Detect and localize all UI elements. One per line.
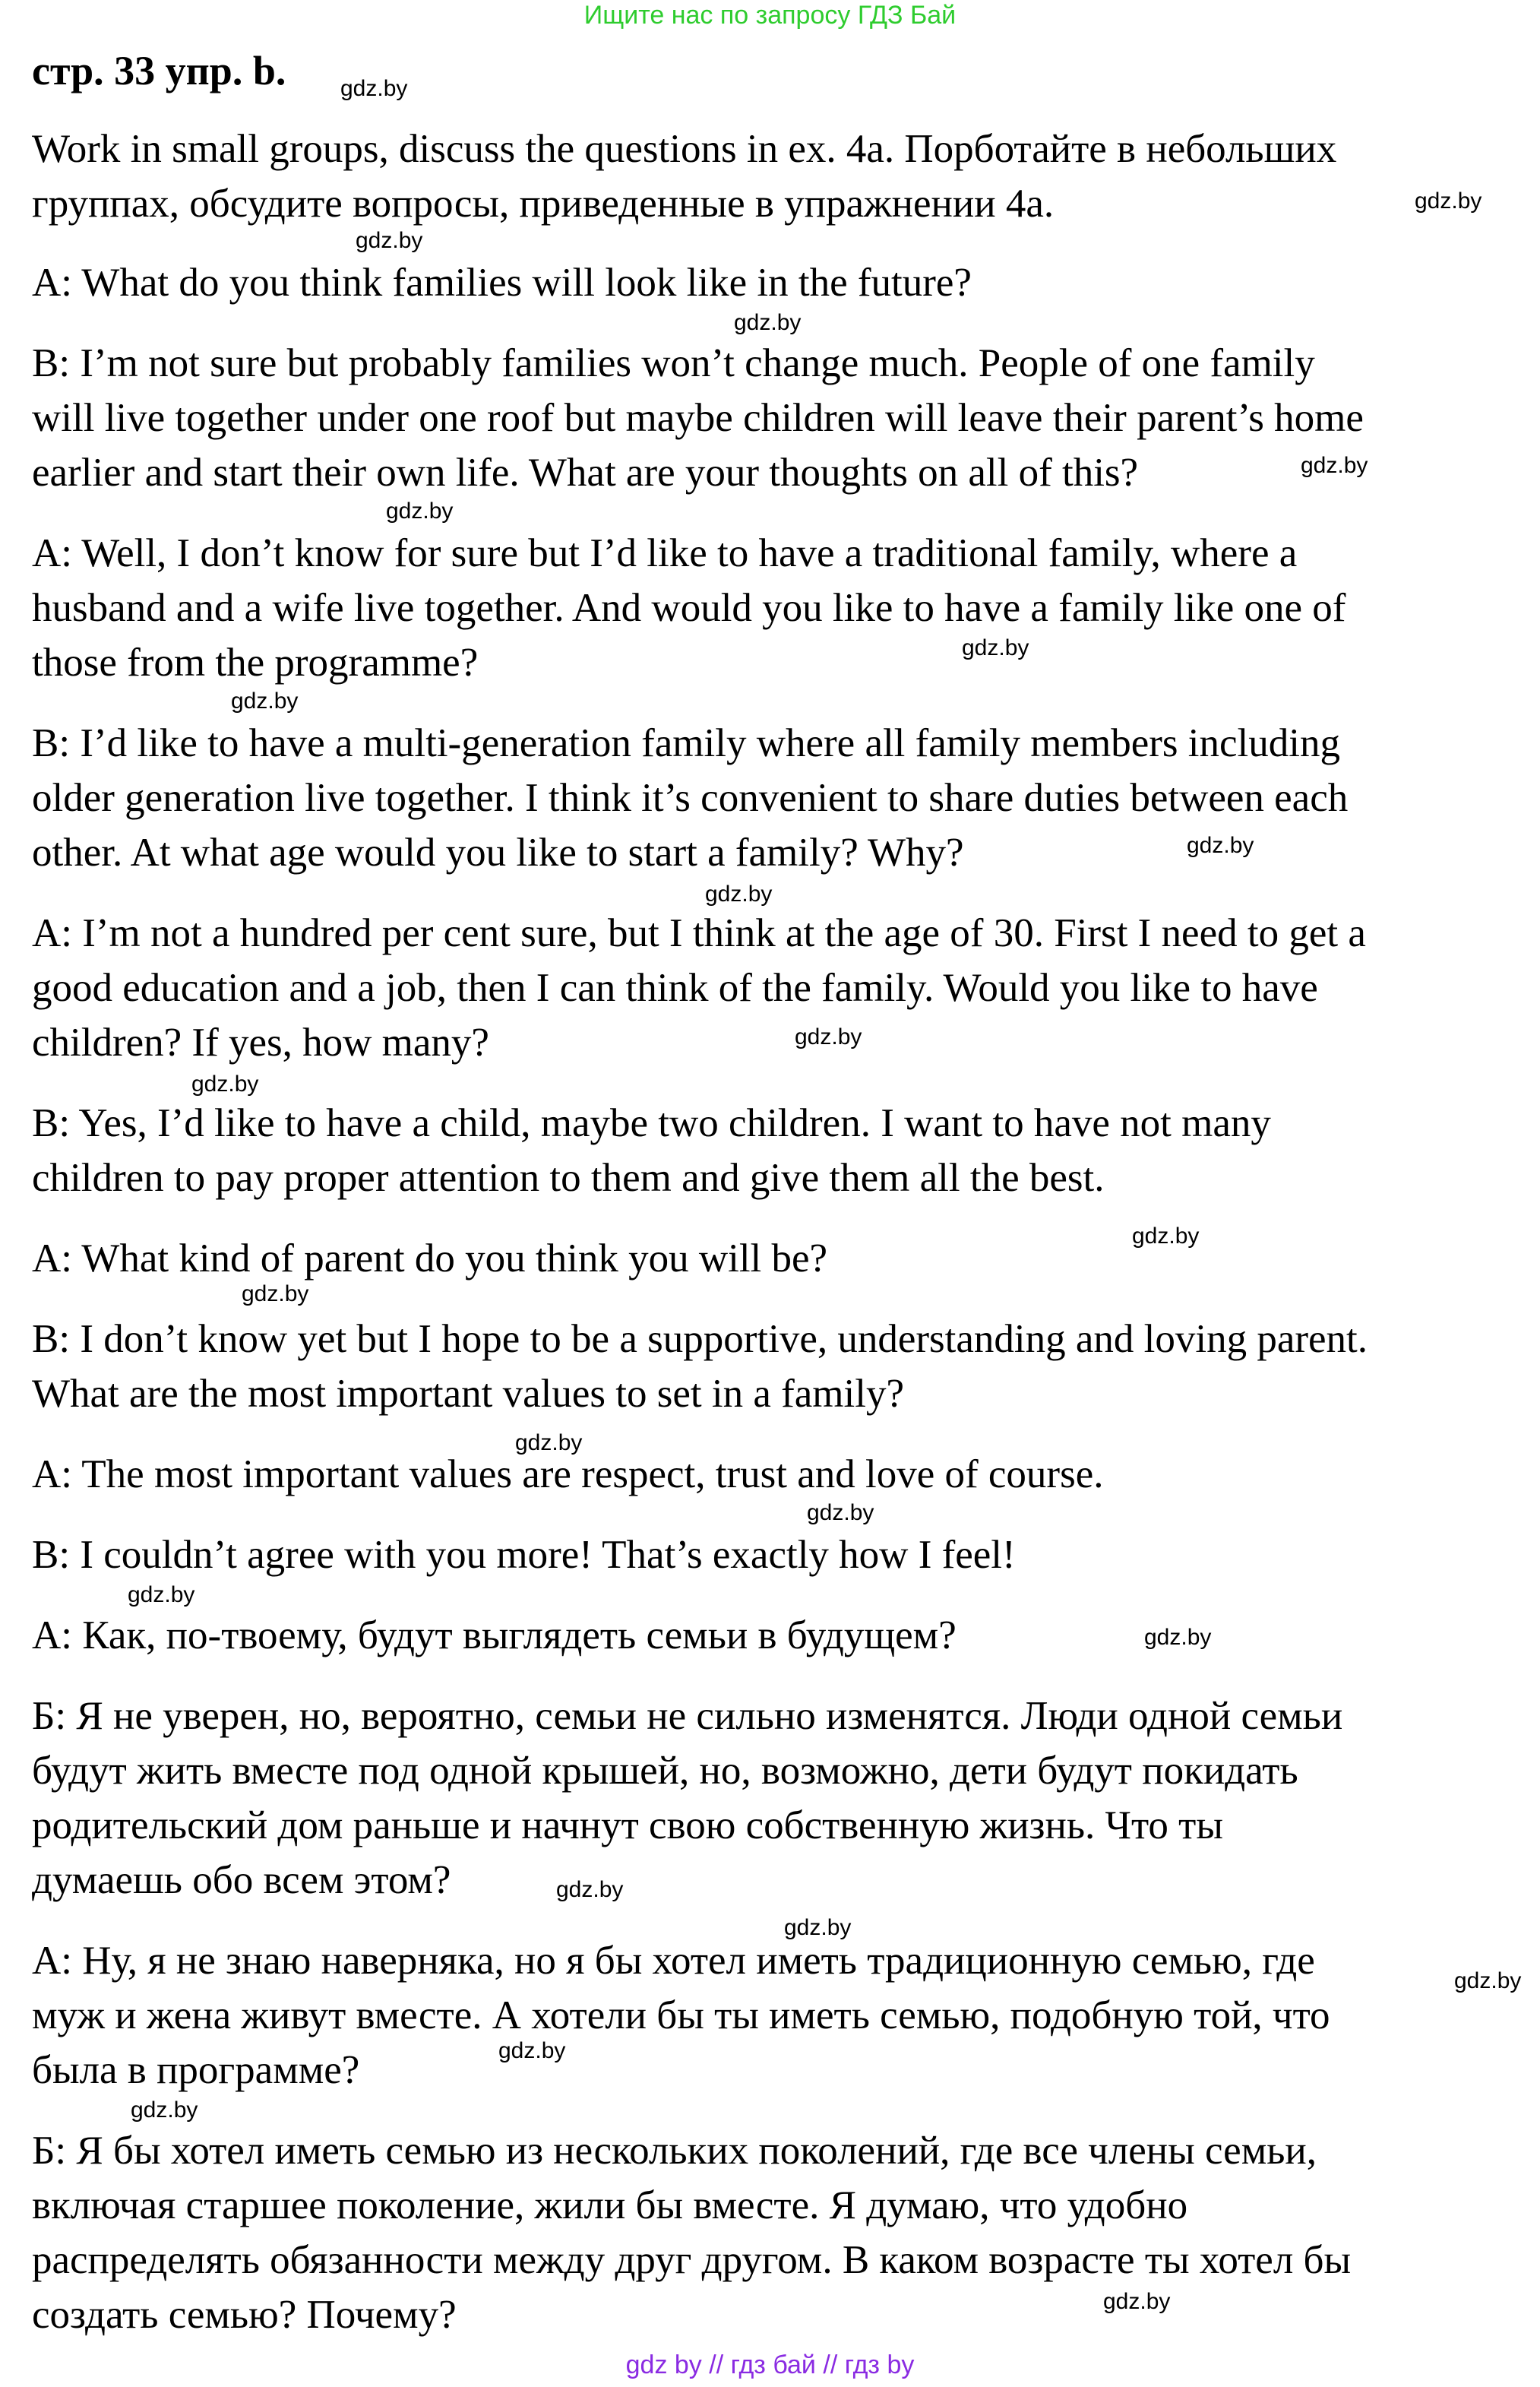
- text-line: была в программе?: [32, 2048, 360, 2092]
- text-line: родительский дом раньше и начнут свою собственную жизнь. Что ты: [32, 1803, 1223, 1847]
- watermark: gdz.by: [1415, 188, 1482, 214]
- watermark: gdz.by: [1103, 2289, 1171, 2314]
- watermark: gdz.by: [498, 2038, 566, 2063]
- text-line: will live together under one roof but maybe children will leave their parent’s home: [32, 396, 1364, 440]
- text-line: good education and a job, then I can think of the family. Would you like to have: [32, 966, 1318, 1010]
- watermark: gdz.by: [356, 228, 423, 253]
- text-line: A: Well, I don’t know for sure but I’d like to have a traditional family, where a: [32, 531, 1298, 575]
- text-line: B: Yes, I’d like to have a child, maybe two children. I want to have not many: [32, 1101, 1271, 1145]
- watermark: gdz.by: [386, 499, 454, 524]
- text-line: группах, обсудите вопросы, приведенные в упражнении 4a.: [32, 182, 1055, 226]
- text-line: B: I don’t know yet but I hope to be a supportive, understanding and loving parent.: [32, 1317, 1368, 1361]
- text-line: распределять обязанности между друг другом. В каком возрасте ты хотел бы: [32, 2238, 1352, 2282]
- watermark: gdz.by: [128, 1582, 195, 1607]
- text-line: A: The most important values are respect, trust and love of course.: [32, 1452, 1104, 1496]
- dialogue-line-a: [32, 1231, 1513, 1286]
- text-line: думаешь обо всем этом?: [32, 1858, 451, 1902]
- text-line: other. At what age would you like to start a family? Why?: [32, 831, 964, 875]
- watermark: gdz.by: [131, 2097, 198, 2123]
- text-line: муж и жена живут вместе. А хотели бы ты иметь семью, подобную той, что: [32, 1993, 1330, 2037]
- dialogue-line-a-ru: [32, 1608, 1513, 1663]
- text-line: children? If yes, how many?: [32, 1021, 489, 1065]
- watermark: gdz.by: [191, 1072, 259, 1097]
- text-line: A: I’m not a hundred per cent sure, but I think at the age of 30. First I need to get a: [32, 911, 1366, 955]
- watermark: gdz.by: [231, 689, 299, 714]
- text-line: those from the programme?: [32, 641, 479, 685]
- text-line: children to pay proper attention to them and give them all the best.: [32, 1156, 1105, 1200]
- footer-links: gdz by // гдз бай // гдз by: [625, 2351, 915, 2379]
- watermark: gdz.by: [1454, 1968, 1522, 1993]
- text-line: B: I’d like to have a multi-generation family where all family members including: [32, 721, 1340, 765]
- watermark: gdz.by: [795, 1024, 862, 1049]
- dialogue-line-b-ru: [32, 2123, 1513, 2342]
- text-line: Б: Я не уверен, но, вероятно, семьи не сильно изменятся. Люди одной семьи: [32, 1694, 1343, 1738]
- paragraph-task: [32, 122, 1513, 231]
- text-line: B: I’m not sure but probably families won’t change much. People of one family: [32, 341, 1315, 385]
- dialogue-line-a: [32, 1447, 1513, 1502]
- text-line: B: I couldn’t agree with you more! That’s exactly how I feel!: [32, 1533, 1016, 1577]
- text-line: A: What do you think families will look like in the future?: [32, 261, 972, 305]
- text-line: husband and a wife live together. And would you like to have a family like one of: [32, 586, 1346, 630]
- text-line: А: Ну, я не знаю наверняка, но я бы хотел иметь традиционную семью, где: [32, 1939, 1315, 1983]
- watermark: gdz.by: [340, 76, 408, 101]
- text-line: earlier and start their own life. What are your thoughts on all of this?: [32, 451, 1139, 495]
- text-line: будут жить вместе под одной крышей, но, возможно, дети будут покидать: [32, 1749, 1298, 1793]
- watermark: gdz.by: [1144, 1625, 1212, 1650]
- dialogue-line-b: [32, 1096, 1513, 1205]
- text-line: А: Как, по-твоему, будут выглядеть семьи в будущем?: [32, 1613, 957, 1657]
- dialogue-line-a: [32, 526, 1513, 690]
- text-line: A: What kind of parent do you think you will be?: [32, 1236, 828, 1281]
- watermark: gdz.by: [962, 635, 1029, 660]
- watermark: gdz.by: [807, 1500, 874, 1525]
- watermark: gdz.by: [1187, 833, 1254, 858]
- watermark: gdz.by: [705, 882, 773, 907]
- dialogue-line-b: [32, 1527, 1513, 1582]
- dialogue-line-b: [32, 336, 1513, 500]
- watermark: gdz.by: [515, 1430, 583, 1455]
- text-line: Б: Я бы хотел иметь семью из нескольких поколений, где все члены семьи,: [32, 2129, 1317, 2173]
- dialogue-line-a: [32, 255, 1513, 310]
- top-banner-search-hint: Ищите нас по запросу ГДЗ Бай: [583, 1, 957, 30]
- dialogue-line-b-ru: [32, 1689, 1513, 1907]
- text-line: What are the most important values to set in a family?: [32, 1372, 904, 1416]
- watermark: gdz.by: [734, 310, 802, 335]
- text-line: создать семью? Почему?: [32, 2293, 457, 2337]
- watermark: gdz.by: [1301, 453, 1368, 478]
- text-line: older generation live together. I think it’s convenient to share duties between each: [32, 776, 1349, 820]
- text-line: Work in small groups, discuss the questions in ex. 4a. Порботайте в небольших: [32, 127, 1337, 171]
- watermark: gdz.by: [784, 1915, 852, 1940]
- dialogue-line-a-ru: [32, 1933, 1513, 2097]
- dialogue-line-a: [32, 906, 1513, 1070]
- dialogue-line-b: [32, 1312, 1513, 1421]
- watermark: gdz.by: [556, 1877, 624, 1902]
- text-line: включая старшее поколение, жили бы вместе. Я думаю, что удобно: [32, 2183, 1188, 2227]
- watermark: gdz.by: [242, 1281, 309, 1306]
- dialogue-line-b: [32, 716, 1513, 880]
- watermark: gdz.by: [1132, 1224, 1200, 1249]
- page-heading: стр. 33 упр. b.: [32, 48, 286, 93]
